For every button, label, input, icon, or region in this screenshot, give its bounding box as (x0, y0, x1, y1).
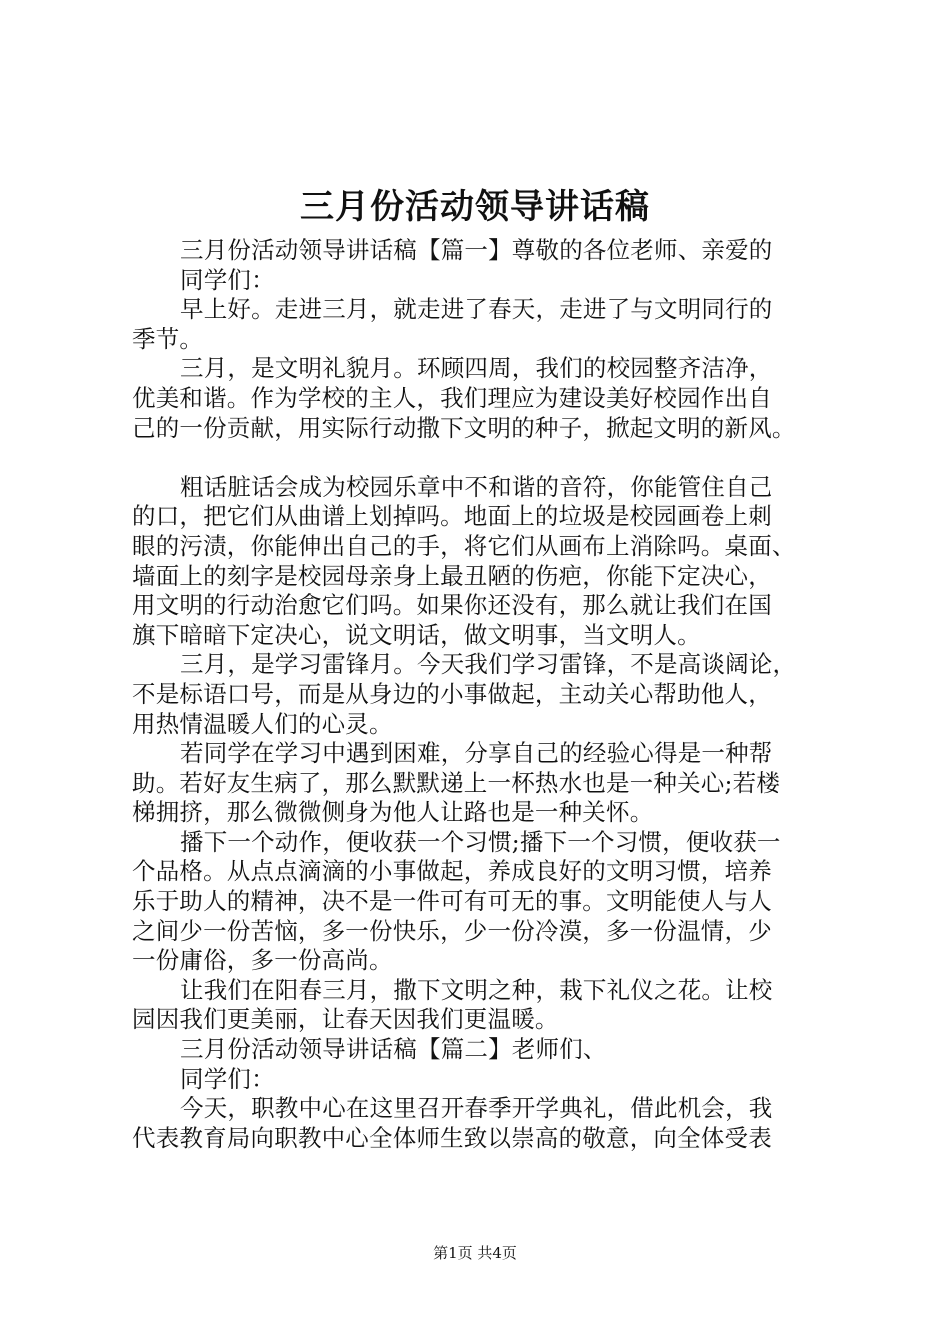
blank-line (132, 443, 832, 473)
text-line: 三月，是文明礼貌月。环顾四周，我们的校园整齐洁净， (180, 354, 773, 383)
text-line: 一份庸俗，多一份高尚。 (132, 946, 393, 975)
text-line: 园因我们更美丽，让春天因我们更温暖。 (132, 1005, 559, 1034)
text-line: 季节。 (132, 324, 204, 353)
document-body (132, 236, 832, 1153)
document-title: 三月份活动领导讲话稿 (300, 187, 650, 227)
text-line: 播下一个动作，便收获一个习惯;播下一个习惯，便收获一 (180, 827, 781, 856)
text-line: 用热情温暖人们的心灵。 (132, 709, 393, 738)
text-line: 同学们： (180, 265, 275, 294)
text-line: 粗话脏话会成为校园乐章中不和谐的音符，你能管住自己 (180, 472, 773, 501)
page-footer: 第1页 共4页 (433, 1244, 517, 1262)
text-line: 墙面上的刻字是校园母亲身上最丑陋的伤疤，你能下定决心， (132, 561, 772, 590)
text-line: 个品格。从点点滴滴的小事做起，养成良好的文明习惯，培养 (132, 857, 772, 886)
text-line: 今天，职教中心在这里召开春季开学典礼，借此机会，我 (180, 1094, 773, 1123)
text-line: 不是标语口号，而是从身边的小事做起，主动关心帮助他人， (132, 679, 772, 708)
text-line: 三月份活动领导讲话稿【篇二】老师们、 (180, 1035, 607, 1064)
text-line: 优美和谐。作为学校的主人，我们理应为建设美好校园作出自 (132, 383, 772, 412)
text-line: 让我们在阳春三月，撒下文明之种，栽下礼仪之花。让校 (180, 975, 773, 1004)
text-line: 助。若好友生病了，那么默默递上一杯热水也是一种关心;若楼 (132, 768, 781, 797)
text-line: 旗下暗暗下定决心，说文明话，做文明事，当文明人。 (132, 620, 701, 649)
text-line: 用文明的行动治愈它们吗。如果你还没有，那么就让我们在国 (132, 591, 772, 620)
text-line: 三月份活动领导讲话稿【篇一】尊敬的各位老师、亲爱的 (180, 236, 773, 264)
text-line: 之间少一份苦恼，多一份快乐，少一份冷漠，多一份温情，少 (132, 916, 772, 945)
text-line: 梯拥挤，那么微微侧身为他人让路也是一种关怀。 (132, 798, 654, 827)
text-line: 乐于助人的精神，决不是一件可有可无的事。文明能使人与人 (132, 887, 772, 916)
text-line: 的口，把它们从曲谱上划掉吗。地面上的垃圾是校园画卷上刺 (132, 502, 772, 531)
text-line: 己的一份贡献，用实际行动撒下文明的种子，掀起文明的新风。 (132, 413, 796, 442)
text-line: 眼的污渍，你能伸出自己的手，将它们从画布上消除吗。桌面、 (132, 531, 796, 560)
text-line: 三月，是学习雷锋月。今天我们学习雷锋，不是高谈阔论， (180, 650, 797, 679)
text-line: 若同学在学习中遇到困难，分享自己的经验心得是一种帮 (180, 739, 773, 768)
text-line: 代表教育局向职教中心全体师生致以崇高的敬意，向全体受表 (132, 1123, 772, 1152)
text-line: 早上好。走进三月，就走进了春天，走进了与文明同行的 (180, 295, 773, 324)
text-line: 同学们： (180, 1064, 275, 1093)
